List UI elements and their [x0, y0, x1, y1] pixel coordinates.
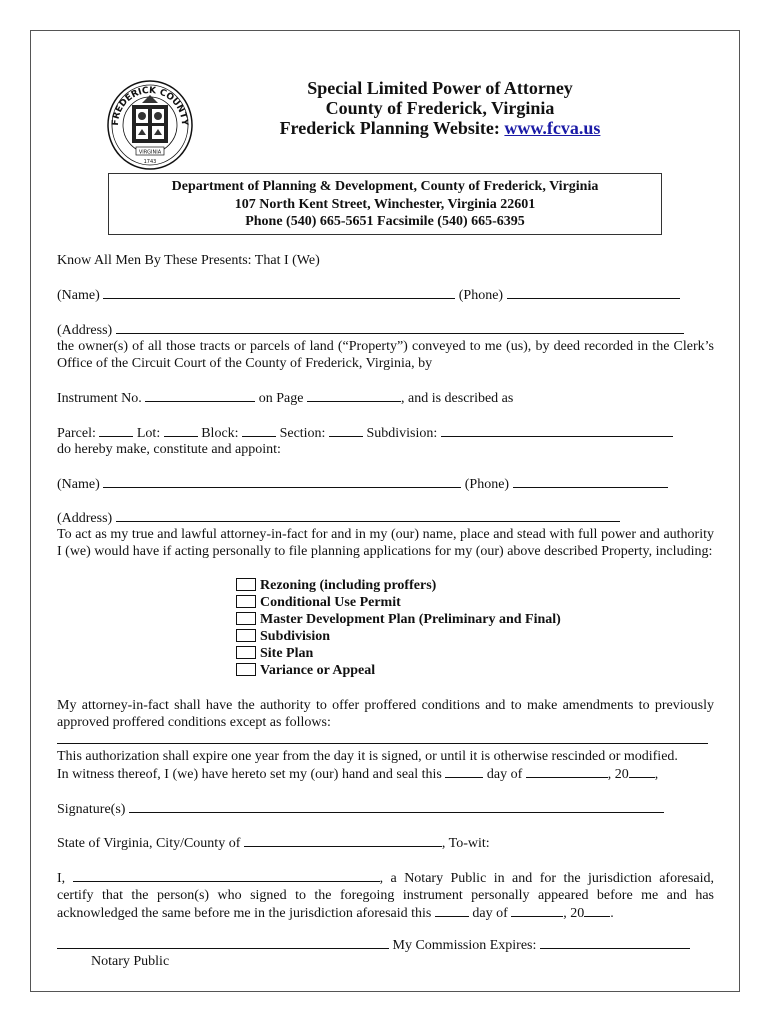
attorney-name-label: (Name)	[57, 477, 100, 492]
witness-day-field[interactable]	[445, 765, 483, 778]
described-label: , and is described as	[400, 391, 514, 406]
attorney-address-row	[57, 509, 620, 527]
state-label: State of Virginia, City/County of	[57, 836, 241, 851]
variance-checkbox[interactable]	[236, 663, 256, 676]
attorney-phone-label: (Phone)	[464, 477, 510, 492]
notary-signature-field[interactable]	[57, 936, 389, 949]
seal-bottom-text: VIRGINIA	[138, 149, 162, 156]
conditional-use-checkbox[interactable]	[236, 595, 256, 608]
authority-text: My attorney-in-fact shall have the authority to offer proffered conditions and to make amendments to previously approved proffered conditions except as follows:	[57, 698, 714, 730]
owner-address-label: (Address)	[57, 323, 113, 338]
instrument-number-field[interactable]	[145, 389, 255, 402]
seal-year: 1743	[143, 159, 157, 165]
towit-label: , To-wit:	[441, 836, 490, 851]
commission-label: My Commission Expires:	[392, 938, 537, 953]
notary-text: , a Notary Public in and for the jurisdiction aforesaid, certify that the person(s) who signed to the foregoing instrument personally appeared before me and has acknowledged the same before me in the jurisdiction aforesaid this	[57, 871, 714, 921]
attorney-address-label: (Address)	[57, 511, 113, 526]
department-name: Department of Planning & Development, County of Frederick, Virginia	[171, 179, 599, 194]
title-line-1: Special Limited Power of Attorney	[307, 78, 573, 98]
section-label: Section:	[279, 426, 326, 441]
county-seal-icon	[106, 79, 194, 171]
commission-date-field[interactable]	[540, 936, 690, 949]
option-subdivision	[228, 628, 330, 645]
site-plan-checkbox[interactable]	[236, 646, 256, 659]
notary-day-label: day of	[472, 906, 508, 921]
expire-text: This authorization shall expire one year from the day it is signed, or until it is otherwise rescinded or modified.	[57, 749, 678, 764]
notary-i: I,	[57, 871, 66, 886]
document-title	[200, 78, 680, 138]
block-label: Block:	[201, 426, 239, 441]
notary-day-field[interactable]	[435, 904, 469, 917]
option-label: Subdivision	[260, 629, 331, 644]
department-address: 107 North Kent Street, Winchester, Virginia 22601	[234, 196, 536, 212]
attorney-description: To act as my true and lawful attorney-in-fact for and in my (our) name, place and stead with full power and authority I (we) would have if acting personally to file planning applications for my (our) above described Property, including:	[57, 527, 714, 559]
commission-row	[57, 936, 690, 954]
appoint-text: do hereby make, constitute and appoint:	[57, 442, 281, 457]
owner-name-row	[57, 286, 680, 304]
on-page-label: on Page	[258, 391, 304, 406]
witness-year-field[interactable]	[629, 765, 655, 778]
title-line-2: County of Frederick, Virginia	[325, 98, 555, 118]
option-label: Conditional Use Permit	[260, 595, 401, 610]
instrument-label: Instrument No.	[57, 391, 142, 406]
subdivision-field[interactable]	[441, 424, 673, 437]
owner-phone-label: (Phone)	[458, 288, 504, 303]
state-row	[57, 834, 490, 852]
subdivision-checkbox[interactable]	[236, 629, 256, 642]
signature-label: Signature(s)	[57, 802, 126, 817]
option-label: Site Plan	[260, 646, 314, 661]
signature-field[interactable]	[129, 800, 664, 813]
master-plan-checkbox[interactable]	[236, 612, 256, 625]
attorney-address-field[interactable]	[116, 509, 620, 522]
option-variance	[228, 662, 375, 679]
parcel-field[interactable]	[99, 424, 133, 437]
owner-address-row	[57, 321, 684, 339]
owner-name-label: (Name)	[57, 288, 100, 303]
option-rezoning	[228, 577, 436, 594]
department-box	[108, 173, 662, 235]
lot-label: Lot:	[136, 426, 161, 441]
notary-year-label: , 20	[563, 906, 585, 921]
rezoning-checkbox[interactable]	[236, 578, 256, 591]
attorney-phone-field[interactable]	[513, 475, 668, 488]
witness-row	[57, 765, 658, 783]
parcel-row	[57, 424, 673, 442]
owner-phone-field[interactable]	[507, 286, 680, 299]
county-field[interactable]	[244, 834, 442, 847]
option-master-plan	[228, 611, 561, 628]
section-field[interactable]	[329, 424, 363, 437]
department-phone: Phone (540) 665-5651 Facsimile (540) 665-6395	[245, 214, 525, 229]
seal-top-text: FREDERICK COUNTY	[110, 85, 190, 126]
witness-day-label: day of	[486, 767, 523, 782]
notary-end: .	[610, 906, 614, 921]
page-number-field[interactable]	[307, 389, 401, 402]
notary-name-field[interactable]	[73, 869, 380, 882]
block-field[interactable]	[242, 424, 276, 437]
owner-address-field[interactable]	[116, 321, 684, 334]
witness-text: In witness thereof, I (we) have hereto set my (our) hand and seal this	[57, 767, 442, 782]
attorney-name-row	[57, 475, 668, 493]
notary-month-field[interactable]	[511, 904, 563, 917]
instrument-row	[57, 389, 513, 407]
website-link[interactable]: www.fcva.us	[504, 118, 601, 138]
notary-paragraph	[57, 869, 714, 922]
option-label: Master Development Plan (Preliminary and Final)	[260, 612, 561, 627]
lot-field[interactable]	[164, 424, 198, 437]
owner-description: the owner(s) of all those tracts or parcels of land (“Property”) conveyed to me (us), by deed recorded in the Clerk’s Office of the Circuit Court of the County of Frederick, Virginia, by	[57, 339, 714, 371]
option-label: Rezoning (including proffers)	[260, 578, 437, 593]
attorney-name-field[interactable]	[103, 475, 461, 488]
option-site-plan	[228, 645, 313, 662]
notary-public-label: Notary Public	[91, 954, 170, 969]
parcel-label: Parcel:	[57, 426, 96, 441]
witness-end: ,	[654, 767, 659, 782]
exceptions-field[interactable]	[57, 743, 708, 744]
intro-text: Know All Men By These Presents: That I (We)	[57, 253, 320, 268]
subdivision-label: Subdivision:	[366, 426, 438, 441]
website-line	[200, 118, 680, 138]
website-label: Frederick Planning Website:	[279, 118, 500, 138]
signature-row	[57, 800, 664, 818]
witness-year-label: , 20	[607, 767, 629, 782]
option-conditional-use	[228, 594, 401, 611]
notary-year-field[interactable]	[584, 904, 610, 917]
witness-month-field[interactable]	[526, 765, 608, 778]
owner-name-field[interactable]	[103, 286, 455, 299]
option-label: Variance or Appeal	[260, 663, 376, 678]
